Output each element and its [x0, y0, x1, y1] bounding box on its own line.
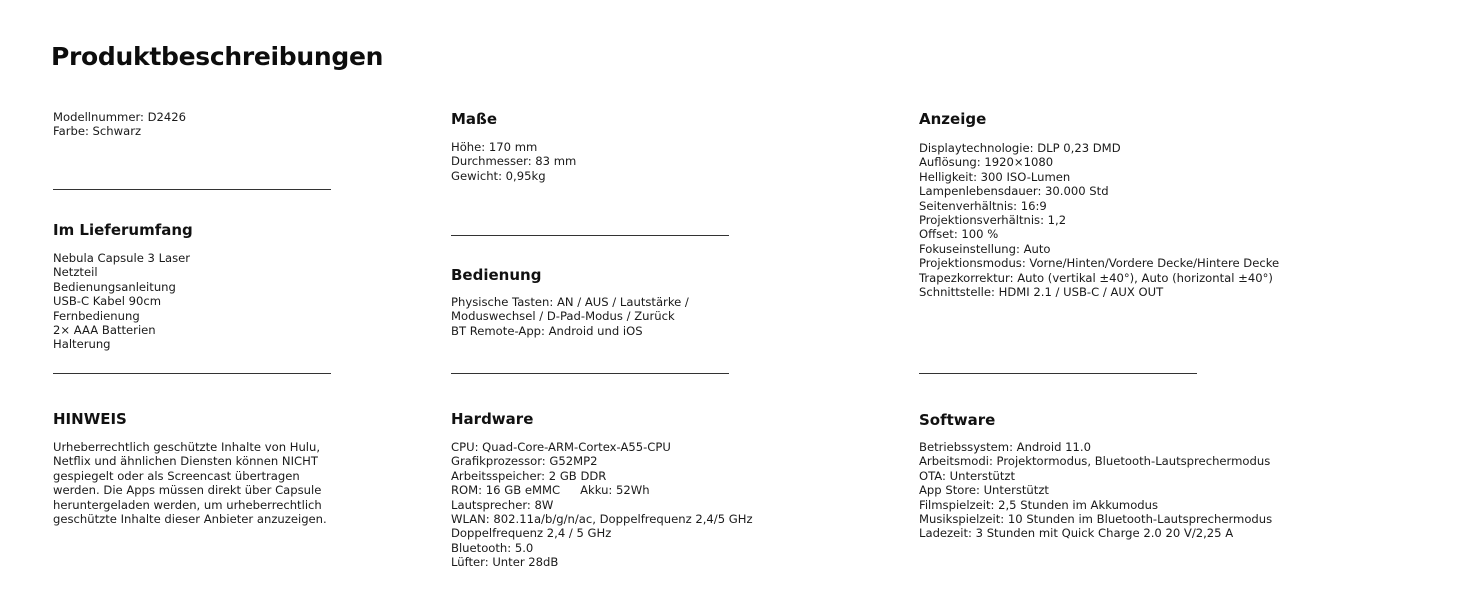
- list-item: Filmspielzeit: 2,5 Stunden im Akkumodus: [919, 497, 1159, 512]
- list-item: Lautsprecher: 8W: [451, 497, 554, 512]
- list-item: App Store: Unterstützt: [919, 483, 1049, 498]
- list-item: Displaytechnologie: DLP 0,23 DMD: [919, 141, 1121, 155]
- divider: [53, 189, 331, 190]
- color-info: Farbe: Schwarz: [53, 124, 142, 139]
- list-item: Halterung: [53, 337, 111, 352]
- list-item: USB-C Kabel 90cm: [53, 294, 162, 309]
- list-item: Trapezkorrektur: Auto (vertikal ±40°), Auto (horizontal ±40°): [919, 270, 1273, 285]
- list-item: WLAN: 802.11a/b/g/n/ac, Doppelfrequenz 2,4/5 GHz: [451, 512, 753, 527]
- list-item: BT Remote-App: Android und iOS: [451, 323, 643, 338]
- list-item: Bluetooth: 5.0: [451, 540, 534, 555]
- dimensions-list: [451, 140, 576, 183]
- divider: [53, 373, 331, 374]
- display-list: [919, 141, 1279, 299]
- list-item: Netzteil: [53, 265, 98, 280]
- scope-of-delivery-list: [53, 251, 190, 352]
- list-item: OTA: Unterstützt: [919, 468, 1016, 483]
- list-item: Ladezeit: 3 Stunden mit Quick Charge 2.0 20 V/2,25 A: [919, 526, 1234, 541]
- list-item: Helligkeit: 300 ISO-Lumen: [919, 169, 1071, 184]
- model-number: Modellnummer: D2426: [53, 110, 187, 124]
- list-item: Arbeitsspeicher: 2 GB DDR: [451, 468, 607, 483]
- list-item: Seitenverhältnis: 16:9: [919, 198, 1047, 213]
- rom-info: ROM: 16 GB eMMC: [451, 483, 561, 498]
- page-title: Produktbeschreibungen: [51, 42, 384, 71]
- model-info: [53, 110, 186, 139]
- divider: [919, 373, 1197, 374]
- list-item: Arbeitsmodi: Projektormodus, Bluetooth-Lautsprechermodus: [919, 454, 1271, 469]
- list-item: Doppelfrequenz 2,4 / 5 GHz: [451, 526, 612, 541]
- list-item: 2× AAA Batterien: [53, 323, 156, 338]
- list-item: Moduswechsel / D-Pad-Modus / Zurück: [451, 309, 675, 324]
- list-item: Fokuseinstellung: Auto: [919, 241, 1051, 256]
- list-item: Durchmesser: 83 mm: [451, 154, 577, 169]
- list-item: Grafikprozessor: G52MP2: [451, 454, 598, 469]
- section-heading-software: Software: [919, 411, 996, 429]
- list-item: Musikspielzeit: 10 Stunden im Bluetooth-Lautsprechermodus: [919, 512, 1273, 527]
- list-item: Nebula Capsule 3 Laser: [53, 251, 191, 265]
- list-item: Lüfter: Unter 28dB: [451, 555, 559, 570]
- list-item: Physische Tasten: AN / AUS / Lautstärke /: [451, 295, 689, 309]
- software-list: [919, 440, 1272, 541]
- section-heading-dimensions: Maße: [451, 110, 498, 128]
- list-item: Schnittstelle: HDMI 2.1 / USB-C / AUX OUT: [919, 285, 1164, 300]
- list-item: Projektionsmodus: Vorne/Hinten/Vordere Decke/Hintere Decke: [919, 256, 1280, 271]
- section-heading-hardware: Hardware: [451, 410, 534, 428]
- controls-list: [451, 295, 689, 338]
- battery-info: Akku: 52Wh: [580, 483, 650, 498]
- list-item: Betriebssystem: Android 11.0: [919, 440, 1091, 454]
- section-heading-scope-of-delivery: Im Lieferumfang: [53, 221, 193, 239]
- list-item: Projektionsverhältnis: 1,2: [919, 213, 1067, 228]
- section-heading-notice: HINWEIS: [53, 410, 127, 428]
- list-item: Lampenlebensdauer: 30.000 Std: [919, 184, 1109, 199]
- hardware-list: [451, 440, 753, 570]
- section-heading-controls: Bedienung: [451, 266, 542, 284]
- list-item: [451, 483, 753, 497]
- list-item: Gewicht: 0,95kg: [451, 168, 546, 183]
- divider: [451, 373, 729, 374]
- list-item: CPU: Quad-Core-ARM-Cortex-A55-CPU: [451, 440, 671, 454]
- section-heading-display: Anzeige: [919, 110, 987, 128]
- list-item: Höhe: 170 mm: [451, 140, 538, 154]
- list-item: Offset: 100 %: [919, 227, 999, 242]
- list-item: Auflösung: 1920×1080: [919, 155, 1054, 170]
- list-item: Fernbedienung: [53, 308, 140, 323]
- divider: [451, 235, 729, 236]
- list-item: Bedienungsanleitung: [53, 279, 176, 294]
- notice-text: Urheberrechtlich geschützte Inhalte von Hulu, Netflix und ähnlichen Diensten können NICHT gespiegelt oder als Screencast übertragen werden. Die Apps müssen direkt über Capsule heruntergeladen werden, um urheberrechtlich geschützte Inhalte dieser Anbieter anzuzeigen.: [53, 440, 327, 527]
